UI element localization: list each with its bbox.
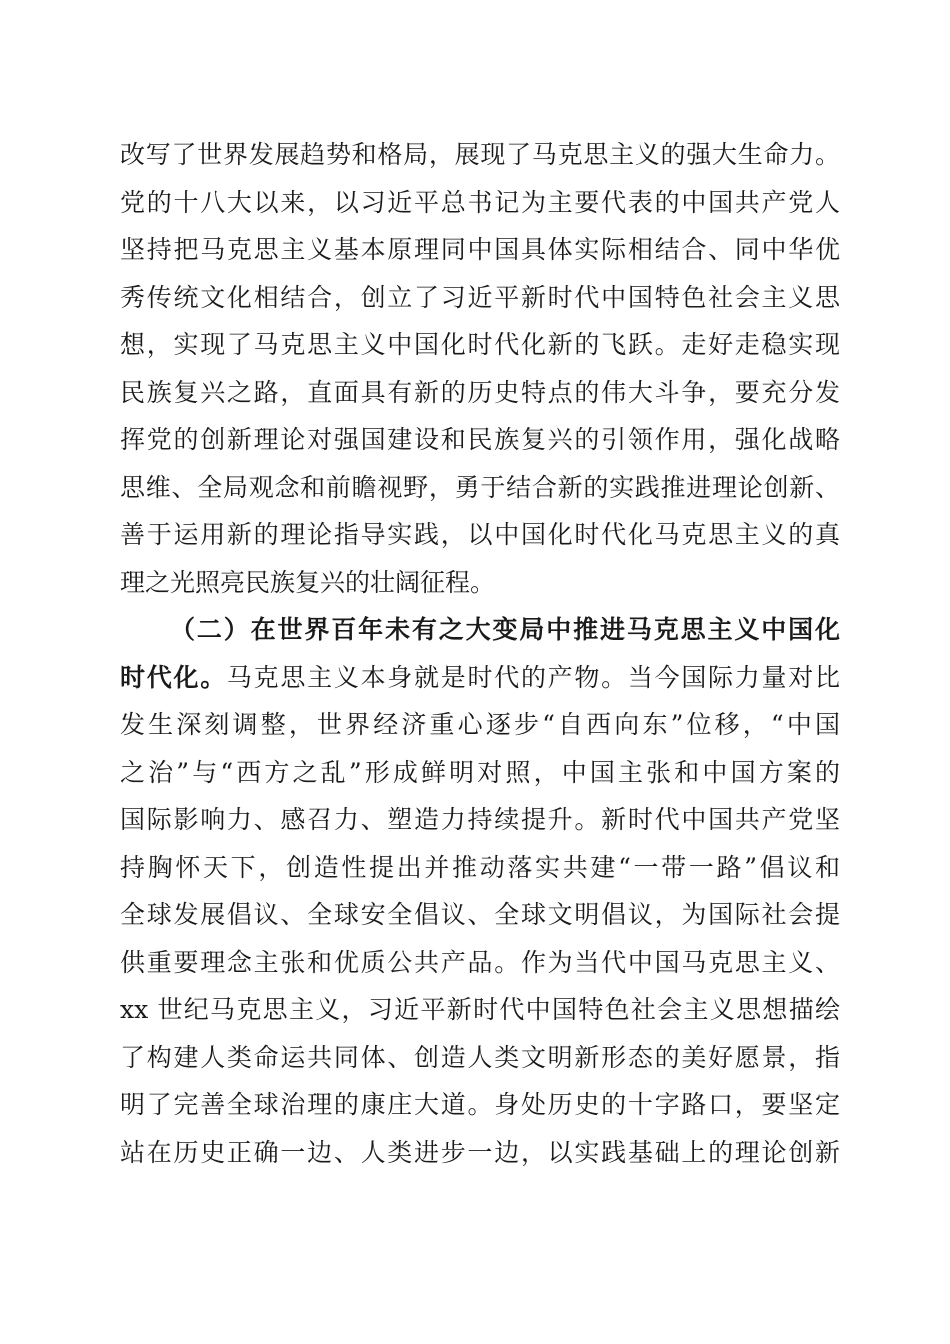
text-line: 持胸怀天下，创造性提出并推动落实共建“一带一路”倡议和 [120, 852, 840, 882]
text-line: 理之光照亮民族复兴的壮阔征程。 [120, 567, 496, 597]
text-line: 国际影响力、感召力、塑造力持续提升。新时代中国共产党坚 [120, 805, 840, 834]
text-line: 发生深刻调整，世界经济重心逐步“自西向东”位移，“中国 [120, 710, 840, 739]
text-line: 改写了世界发展趋势和格局，展现了马克思主义的强大生命力。 [120, 140, 840, 169]
text-line: 挥党的创新理论对强国建设和民族复兴的引领作用，强化战略 [120, 425, 840, 454]
text-line: 想，实现了马克思主义中国化时代化新的飞跃。走好走稳实现 [120, 330, 840, 359]
body-text [120, 131, 840, 1176]
text-line [120, 654, 840, 702]
text-line: 全球发展倡议、全球安全倡议、全球文明倡议，为国际社会提 [120, 900, 840, 929]
text-line: 站在历史正确一边、人类进步一边，以实践基础上的理论创新 [120, 1137, 840, 1167]
text-line: 党的十八大以来，以习近平总书记为主要代表的中国共产党人 [120, 187, 840, 217]
text-line: 了构建人类命运共同体、创造人类文明新形态的美好愿景，指 [120, 1042, 840, 1072]
text-line: xx 世纪马克思主义，习近平新时代中国特色社会主义思想描绘 [120, 995, 840, 1024]
text-line: 之治”与“西方之乱”形成鲜明对照，中国主张和中国方案的 [120, 757, 840, 787]
text-line: 坚持把马克思主义基本原理同中国具体实际相结合、同中华优 [120, 235, 840, 264]
text-line: 供重要理念主张和优质公共产品。作为当代中国马克思主义、 [120, 947, 840, 977]
text-line: 秀传统文化相结合，创立了习近平新时代中国特色社会主义思 [120, 282, 840, 312]
text-span: 马克思主义本身就是时代的产物。当今国际力量对比 [226, 662, 840, 692]
text-line: 明了完善全球治理的康庄大道。身处历史的十字路口，要坚定 [120, 1090, 840, 1119]
section-heading-end: 时代化。 [120, 662, 227, 692]
section-heading: （二）在世界百年未有之大变局中推进马克思主义中国化 [170, 615, 840, 644]
text-line: 民族复兴之路，直面具有新的历史特点的伟大斗争，要充分发 [120, 377, 840, 407]
text-line: 善于运用新的理论指导实践，以中国化时代化马克思主义的真 [120, 520, 840, 549]
text-line: 思维、全局观念和前瞻视野，勇于结合新的实践推进理论创新、 [120, 472, 840, 502]
